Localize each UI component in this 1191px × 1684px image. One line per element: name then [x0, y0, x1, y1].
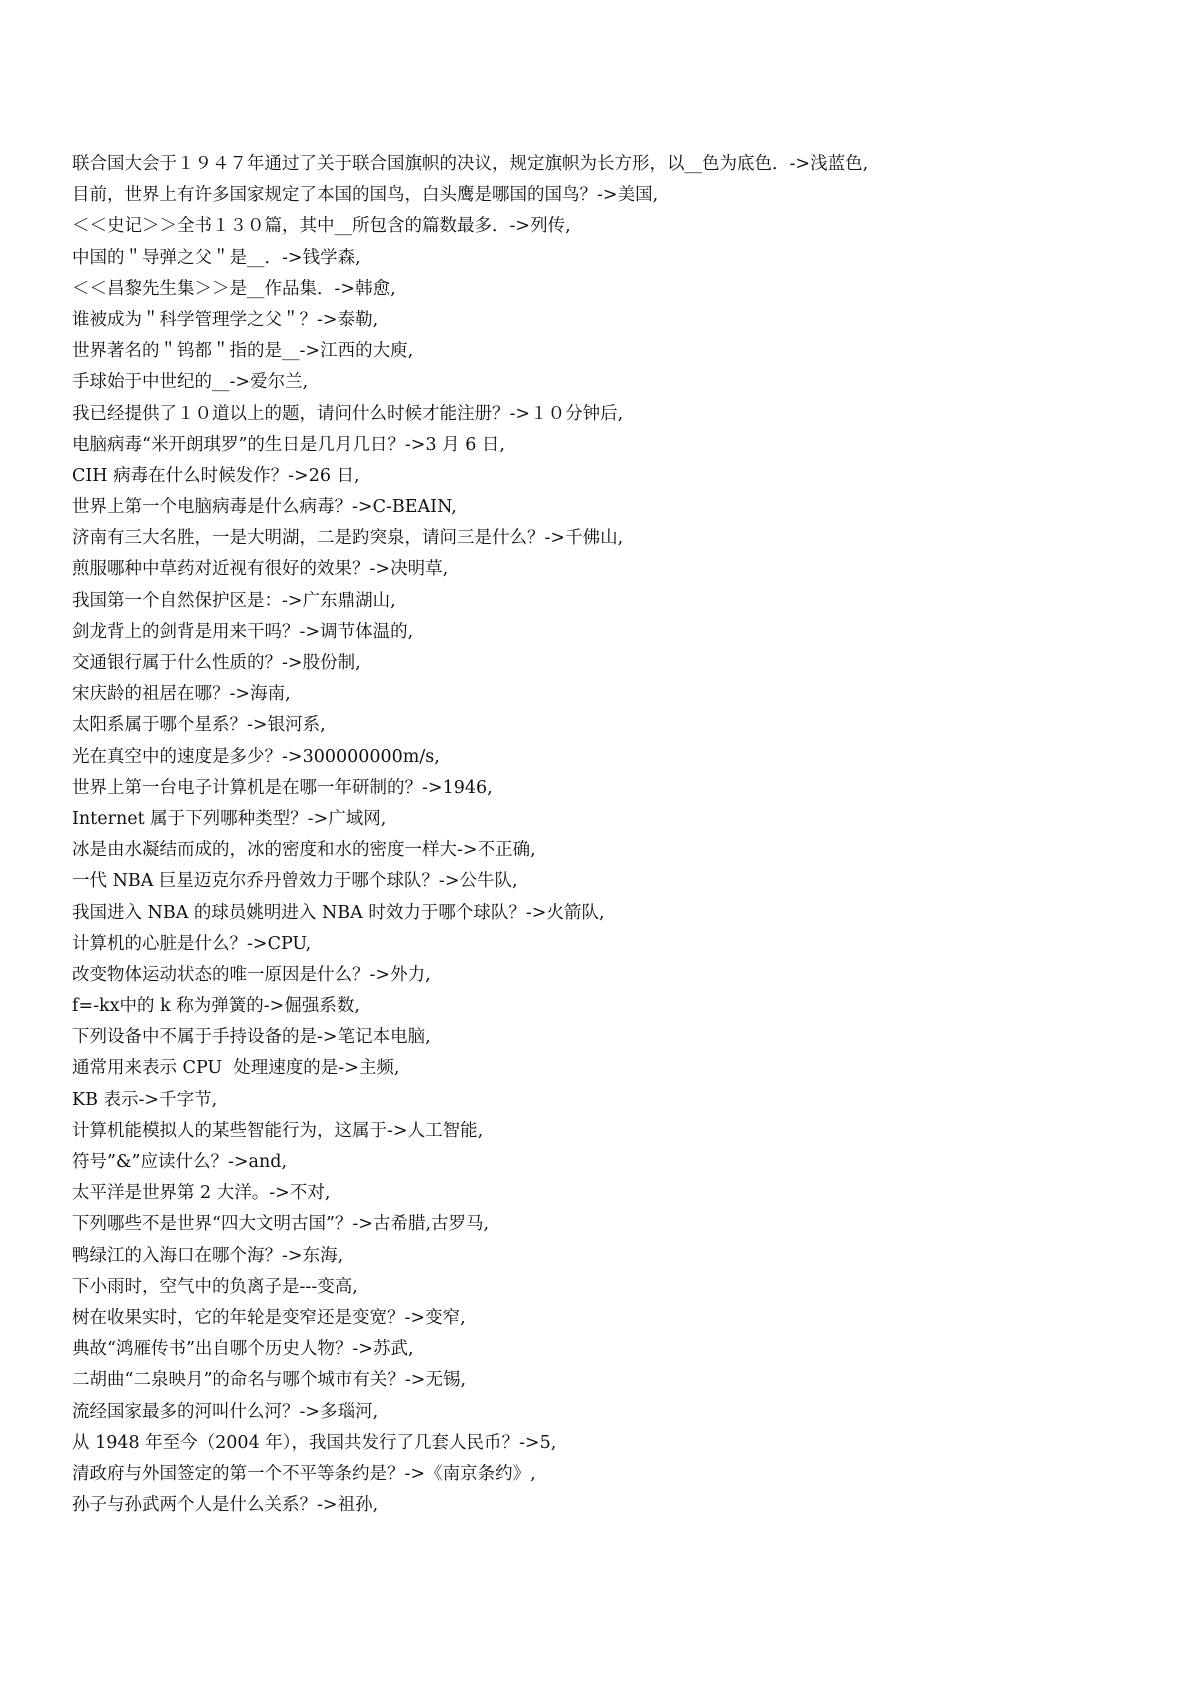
qa-line: 我国进入 NBA 的球员姚明进入 NBA 时效力于哪个球队？->火箭队,: [72, 902, 605, 923]
qa-line: 从 1948 年至今（2004 年），我国共发行了几套人民币？->5,: [72, 1432, 557, 1453]
qa-line: 下小雨时，空气中的负离子是---变高,: [72, 1276, 358, 1297]
qa-line: 剑龙背上的剑背是用来干吗？->调节体温的,: [72, 621, 414, 642]
qa-line: 下列设备中不属于手持设备的是->笔记本电脑,: [72, 1027, 431, 1048]
qa-line: 宋庆龄的祖居在哪？->海南,: [72, 684, 291, 705]
qa-line: 世界上第一个电脑病毒是什么病毒？->C-BEAIN,: [72, 497, 457, 518]
qa-line: 计算机能模拟人的某些智能行为，这属于->人工智能,: [72, 1120, 484, 1141]
qa-line: 目前，世界上有许多国家规定了本国的国鸟，白头鹰是哪国的国鸟？->美国,: [72, 185, 659, 206]
qa-line: 交通银行属于什么性质的？->股份制,: [72, 653, 361, 673]
qa-line: 煎服哪种中草药对近视有很好的效果？->决明草,: [72, 559, 449, 580]
qa-line: 孙子与孙武两个人是什么关系？->祖孙,: [72, 1495, 379, 1516]
qa-line: 改变物体运动状态的唯一原因是什么？->外力,: [72, 964, 431, 985]
qa-line: 鸭绿江的入海口在哪个海？->东海,: [72, 1245, 344, 1266]
qa-line: KB 表示->千字节,: [72, 1089, 218, 1110]
qa-line: 一代 NBA 巨星迈克尔乔丹曾效力于哪个球队？->公牛队,: [72, 871, 518, 892]
qa-line: 二胡曲“二泉映月”的命名与哪个城市有关？->无锡,: [72, 1370, 467, 1391]
qa-line: 流经国家最多的河叫什么河？->多瑙河,: [72, 1401, 379, 1422]
qa-line: CIH 病毒在什么时候发作？->26 日,: [72, 465, 360, 486]
qa-line: 中国的＂导弹之父＂是__．->钱学森,: [72, 247, 361, 268]
qa-line: 联合国大会于１９４７年通过了关于联合国旗帜的决议，规定旗帜为长方形，以__色为底色．->浅蓝色,: [72, 154, 869, 174]
qa-line: ＜＜史记＞＞全书１３０篇，其中__所包含的篇数最多．->列传,: [72, 216, 571, 237]
qa-line: 树在收果实时，它的年轮是变窄还是变宽？->变窄,: [72, 1307, 466, 1328]
qa-line: 手球始于中世纪的__->爱尔兰,: [72, 372, 309, 393]
qa-list: [72, 149, 1152, 1521]
qa-line: 我国第一个自然保护区是：->广东鼎湖山,: [72, 590, 396, 611]
qa-line: f=-kx中的 k 称为弹簧的->倔强系数,: [72, 996, 360, 1017]
qa-line: 冰是由水凝结而成的，冰的密度和水的密度一样大->不正确,: [72, 840, 536, 861]
qa-line: 电脑病毒“米开朗琪罗”的生日是几月几日？->3 月 6 日,: [72, 434, 505, 455]
qa-line: 清政府与外国签定的第一个不平等条约是？->《南京条约》,: [72, 1463, 536, 1484]
qa-line: 计算机的心脏是什么？->CPU,: [72, 933, 312, 954]
qa-line: 光在真空中的速度是多少？->300000000m/s,: [72, 746, 440, 767]
qa-line: 谁被成为＂科学管理学之父＂？->泰勒,: [72, 309, 379, 330]
qa-line: 典故“鸿雁传书”出自哪个历史人物？->苏武,: [72, 1339, 414, 1360]
qa-line: 世界著名的＂钨都＂指的是__->江西的大庾,: [72, 341, 414, 362]
qa-line: 我已经提供了１０道以上的题，请问什么时候才能注册？->１０分钟后,: [72, 403, 624, 424]
qa-line: ＜＜昌黎先生集＞＞是__作品集．->韩愈,: [72, 278, 396, 299]
qa-line: Internet 属于下列哪种类型？->广域网,: [72, 808, 387, 829]
qa-line: 太平洋是世界第 2 大洋。->不对,: [72, 1183, 331, 1204]
qa-line: 通常用来表示 CPU 处理速度的是->主频,: [72, 1058, 400, 1079]
qa-line: 世界上第一台电子计算机是在哪一年研制的？->1946,: [72, 777, 493, 798]
qa-line: 太阳系属于哪个星系？->银河系,: [72, 715, 326, 736]
qa-line: 符号”&”应读什么？->and,: [72, 1152, 288, 1172]
qa-line: 济南有三大名胜，一是大明湖，二是趵突泉，请问三是什么？->千佛山,: [72, 528, 624, 549]
qa-line: 下列哪些不是世界“四大文明古国”？->古希腊,古罗马,: [72, 1214, 490, 1235]
